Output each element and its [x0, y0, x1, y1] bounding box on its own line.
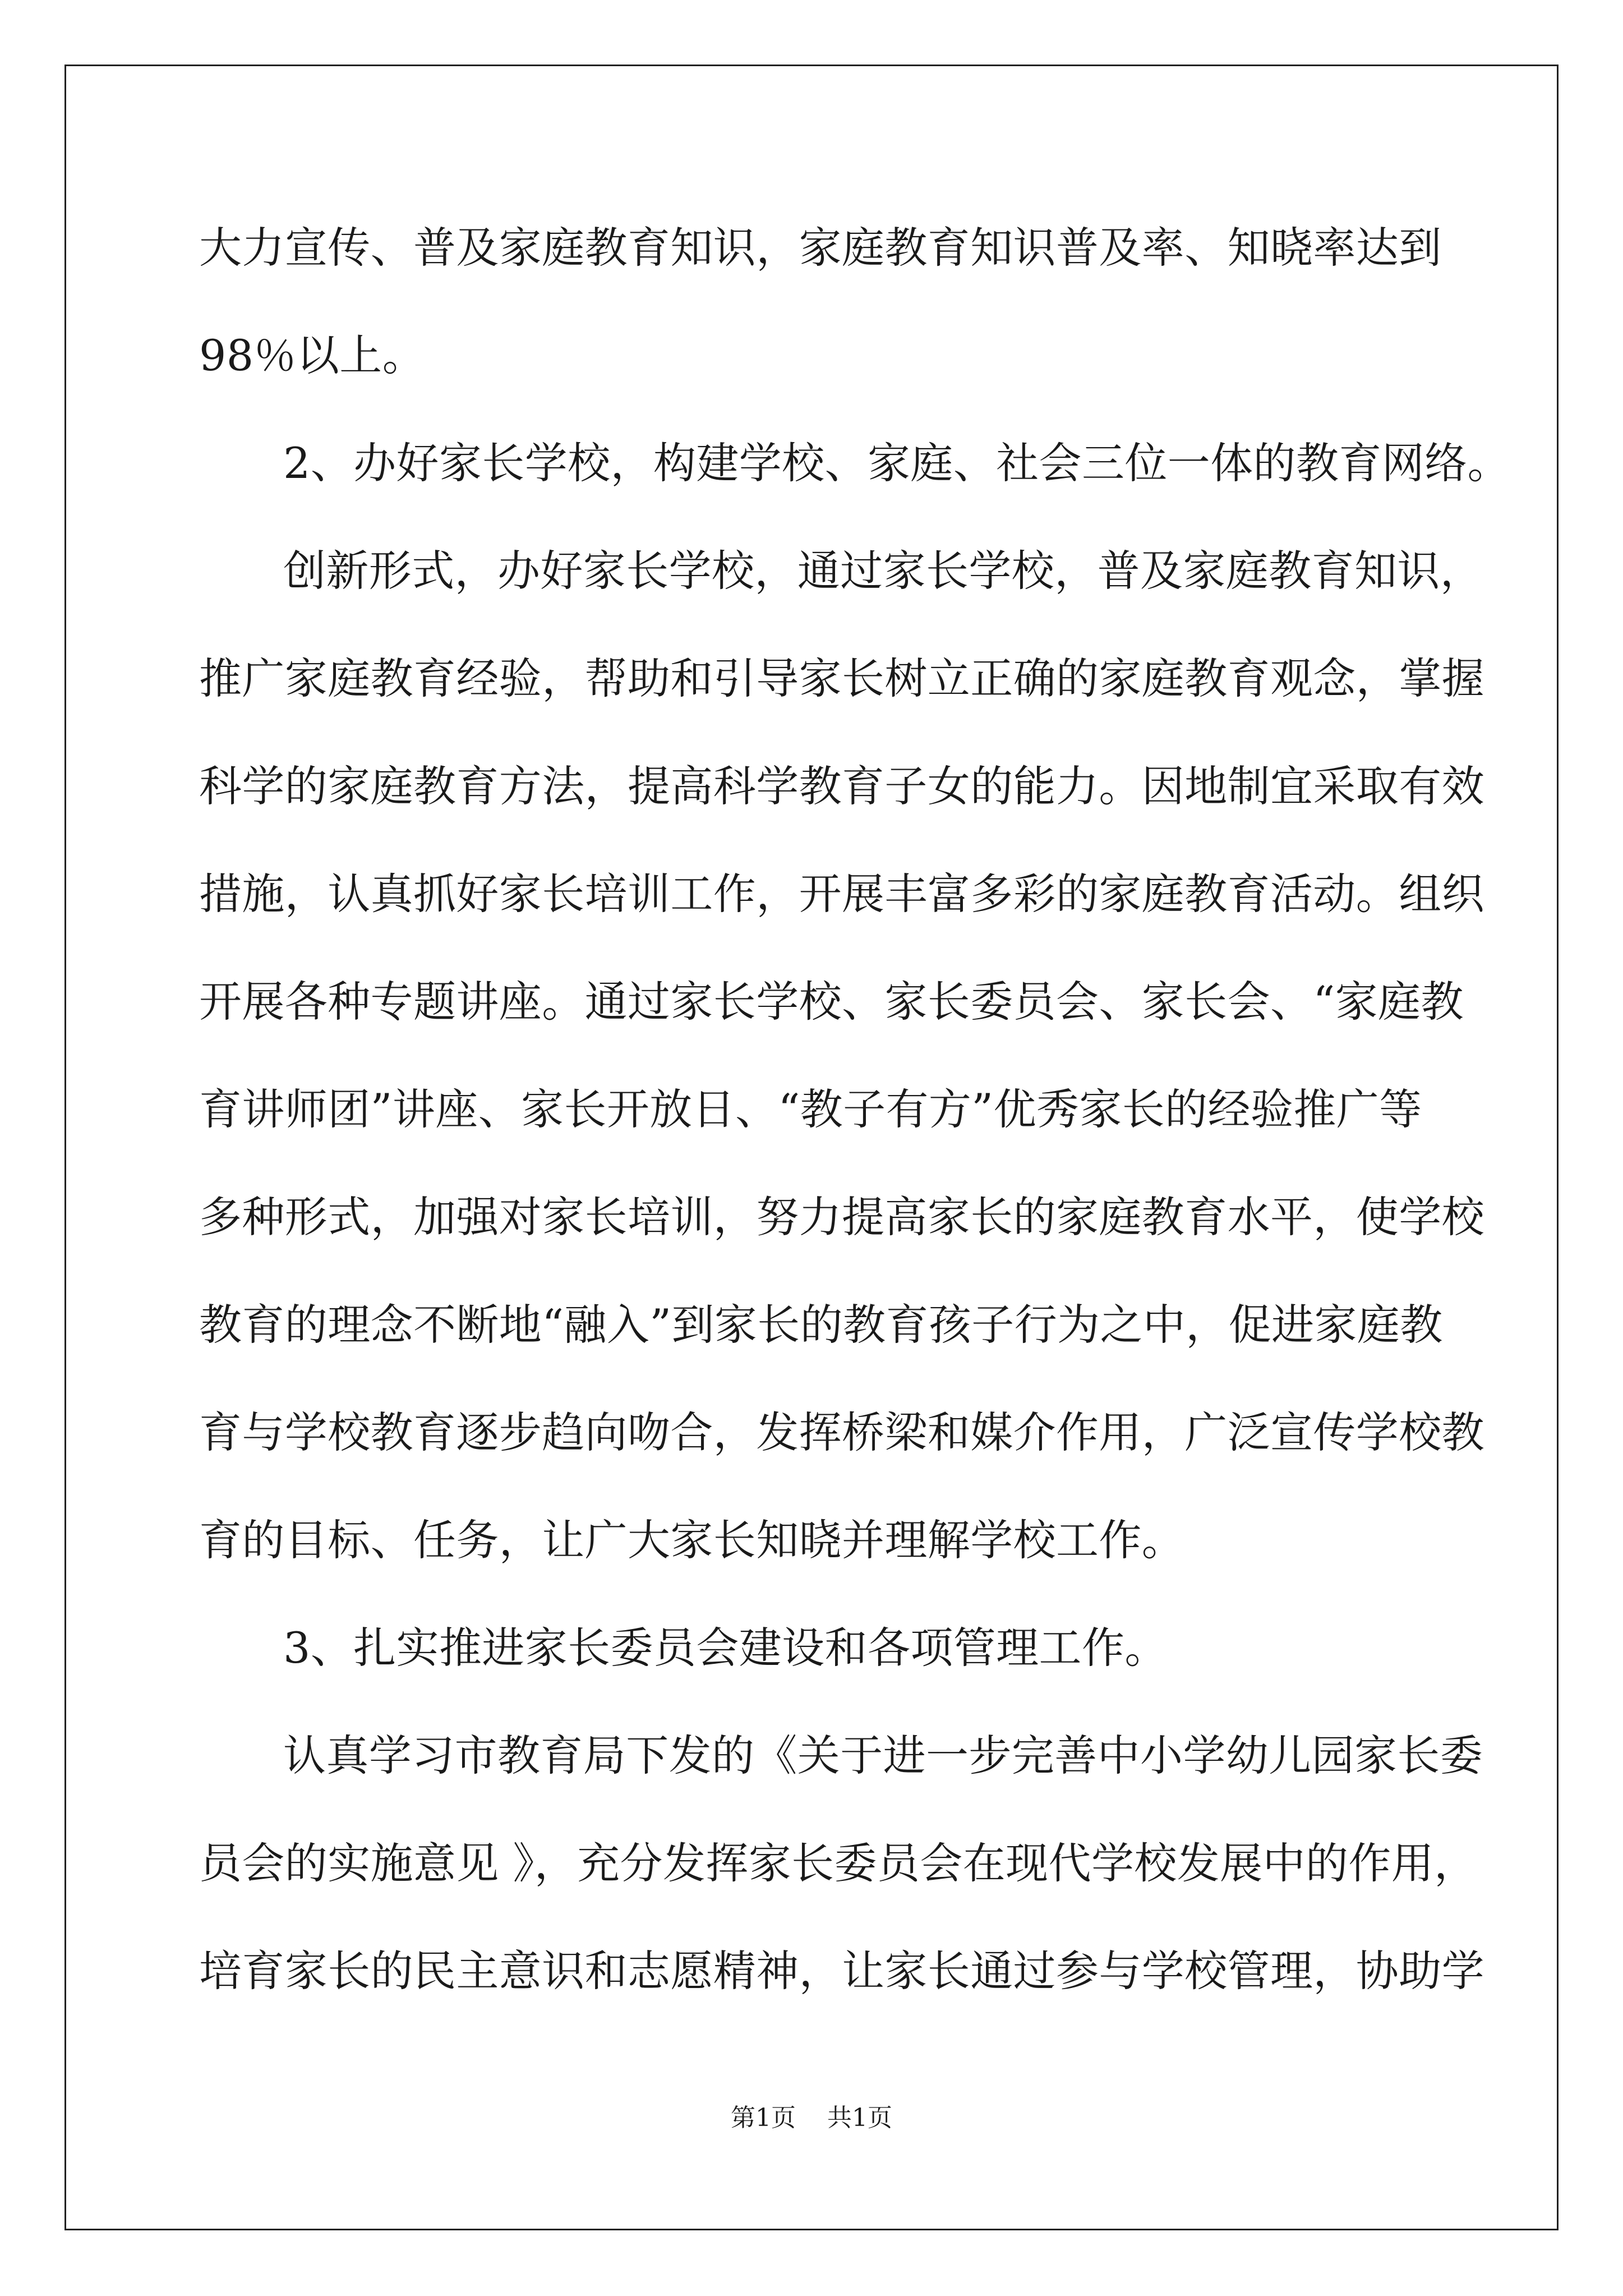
page-border	[64, 65, 1559, 2230]
section-heading: 2、办好家长学校，构建学校、家庭、社会三位一体的教育网络。	[283, 438, 1510, 488]
text-line: 科学的家庭教育方法，提高科学教育子女的能力。因地制宜采取有效	[199, 761, 1484, 811]
page-footer	[0, 2102, 1623, 2134]
text-line: 多种形式，加强对家长培训，努力提高家长的家庭教育水平，使学校	[199, 1192, 1484, 1242]
text-line: 教育的理念不断地“融入”到家长的教育孩子行为之中，促进家庭教	[199, 1300, 1443, 1350]
text-line: 育的目标、任务，让广大家长知晓并理解学校工作。	[199, 1515, 1185, 1565]
text-line: 大力宣传、普及家庭教育知识，家庭教育知识普及率、知晓率达到	[199, 223, 1442, 273]
text-line: 培育家长的民主意识和志愿精神，让家长通过参与学校管理，协助学	[199, 1946, 1484, 1996]
text-line: 创新形式，办好家长学校，通过家长学校，普及家庭教育知识，	[283, 546, 1483, 596]
text-line: 认真学习市教育局下发的《关于进一步完善中小学幼儿园家长委	[283, 1731, 1483, 1780]
text-line: 育与学校教育逐步趋向吻合，发挥桥梁和媒介作用，广泛宣传学校教	[199, 1407, 1484, 1457]
text-line: 员会的实施意见 》，充分发挥家长委员会在现代学校发展中的作用，	[199, 1838, 1477, 1888]
section-heading: 3、扎实推进家长委员会建设和各项管理工作。	[283, 1623, 1168, 1673]
text-line: 开展各种专题讲座。通过家长学校、家长委员会、家长会、“家庭教	[199, 977, 1464, 1027]
text-line: 98％以上。	[199, 330, 426, 380]
text-line: 推广家庭教育经验，帮助和引导家长树立正确的家庭教育观念，掌握	[199, 654, 1484, 703]
text-line: 措施，认真抓好家长培训工作，开展丰富多彩的家庭教育活动。组织	[199, 869, 1484, 919]
page-total: 共1页	[827, 2104, 892, 2132]
text-line: 育讲师团”讲座、家长开放日、“教子有方”优秀家长的经验推广等	[199, 1084, 1422, 1134]
page-number: 第1页	[731, 2104, 796, 2132]
